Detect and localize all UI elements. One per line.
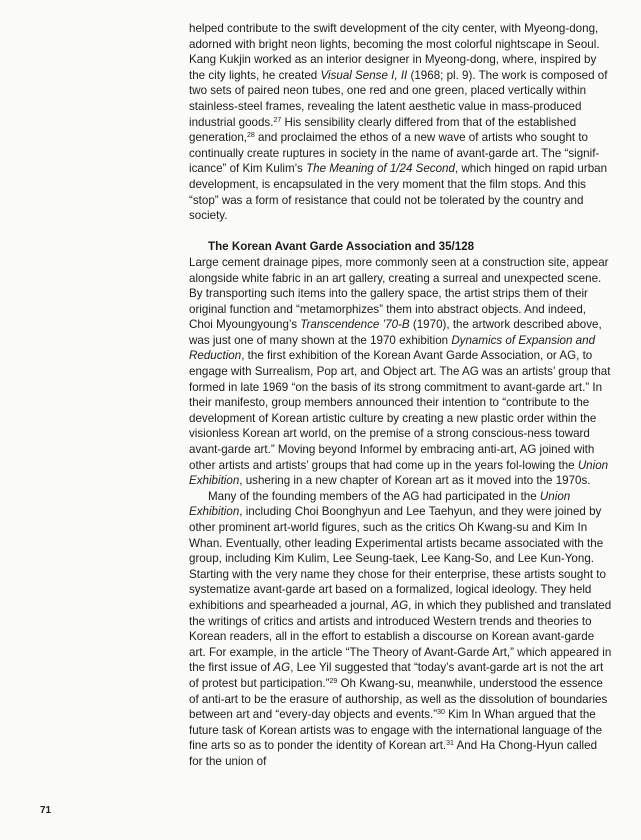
exhibition-title: Union Exhibition [189,458,609,488]
text-run: And Ha Chong-Hyun called for the union of [189,739,598,768]
section-heading: The Korean Avant Garde Association and 35/128 [208,240,475,254]
page-number: 71 [40,805,52,816]
paragraph-spacer [189,224,613,240]
body-paragraph [189,21,613,224]
footnote-ref: 30 [437,709,445,717]
text-run: and proclaimed the ethos of a new wave of artists who sought to continually create ruptures in society in the name of avant-garde art. The “signif-icance” of Kim Kulim’s [189,131,600,176]
text-run: , including Choi Boonghyun and Lee Taehyun, and they were joined by other prominent art-world figures, such as the critics Oh Kwang-su and Kim In Whan. Eventually, other leading Experimental artists became associated with the group, including Kim Kulim, Lee Seung-taek, Lee Kang-So, and Lee Kun-Yong. Starting with the very name they chose for their enterprise, these artists sought to systematize avant-garde art based on a formalized, logical ideology. They held exhibitions and spearheaded a journal, [189,505,606,612]
text-run: helped contribute to the swift development of the city center, with Myeong-dong, adorned with bright neon lights, becoming the most colorful nightscape in Seoul. Kang Kukjin worked as an interior designer in Myeong-dong, where, inspired by the city lights, he created [189,22,600,82]
exhibition-title: Union Exhibition [189,489,571,519]
footnote-ref: 28 [247,132,255,140]
text-run: , the first exhibition of the Korean Avant Garde Association, or AG, to engage with Surrealism, Pop art, and Object art. The AG was an artists’ group that formed in late 1969 “on the basis of its strong commitment to avant-garde art.” In their manifesto, group members announced their intention to “contribute to the development of Korean artistic culture by creating a new plastic order within the visionless Korean art world, on the premise of a strong conscious-ness toward avant-garde art.” Moving beyond Informel by embracing anti-art, AG joined with other artists and artists’ groups that had come up in the years fol-lowing the [189,349,611,472]
text-run: (1970), the artwork described above, was just one of many shown at the 1970 exhibition [189,318,602,347]
text-run: His sensibility clearly differed from that of the established generation, [189,115,577,145]
text-column [189,21,613,770]
text-run: Many of the founding members of the AG had participated in the [208,489,540,503]
text-run: (1968; pl. 9). The work is composed of two sets of paired neon tubes, one red and one green, placed vertically within stainless-steel frames, revealing the latent aesthetic value in mass-produced industrial goods. [189,68,608,129]
text-run: Large cement drainage pipes, more commonly seen at a construction site, appear alongside white fabric in an art gallery, creating a surreal and unexpected scene. By transporting such items into the gallery space, the artist strips them of their original function and “metamorphizes” them into abstract objects. And indeed, Choi Myoungyoung’s [189,255,609,332]
journal-title: AG [391,598,409,612]
footnote-ref: 29 [329,677,338,685]
footnote-ref: 27 [273,116,282,124]
artwork-title: The Meaning of 1/24 Second [306,162,455,176]
text-run: , which hinged on rapid urban development, is encapsulated in the very moment that the film stops. And this “stop” was a form of resistance that could not be tolerated by the country and society. [189,162,608,223]
text-run: , ushering in a new chapter of Korean art as it moved into the 1970s. [239,474,591,488]
body-paragraph [189,489,613,770]
artwork-title: Visual Sense I, II [320,68,408,82]
body-paragraph [189,255,613,489]
text-run: Kim In Whan argued that the future task of Korean artists was to engage with the international language of the fine arts so as to ponder the identity of Korean art. [189,708,603,753]
journal-title: AG [273,661,291,675]
artwork-title: Transcendence ’70-B [300,318,410,332]
text-run: , Lee Yil suggested that “today’s avant-garde art is not the art of protest but participation.” [189,661,604,690]
text-run: , in which they published and translated the writings of critics and artists and introduced Western trends and theories to Korean readers, all in the effort to establish a discourse on Korean avant-garde art. For example, in the article “The Theory of Avant-Garde Art,” which appeared in the first issue of [189,598,612,675]
text-run: Oh Kwang-su, meanwhile, understood the essence of anti-art to be the erasure of authorship, as well as the dissolution of boundaries between art and “every-day objects and events.” [189,676,608,722]
exhibition-title: Dynamics of Expansion and Reduction [189,333,596,363]
footnote-ref: 31 [446,740,454,748]
